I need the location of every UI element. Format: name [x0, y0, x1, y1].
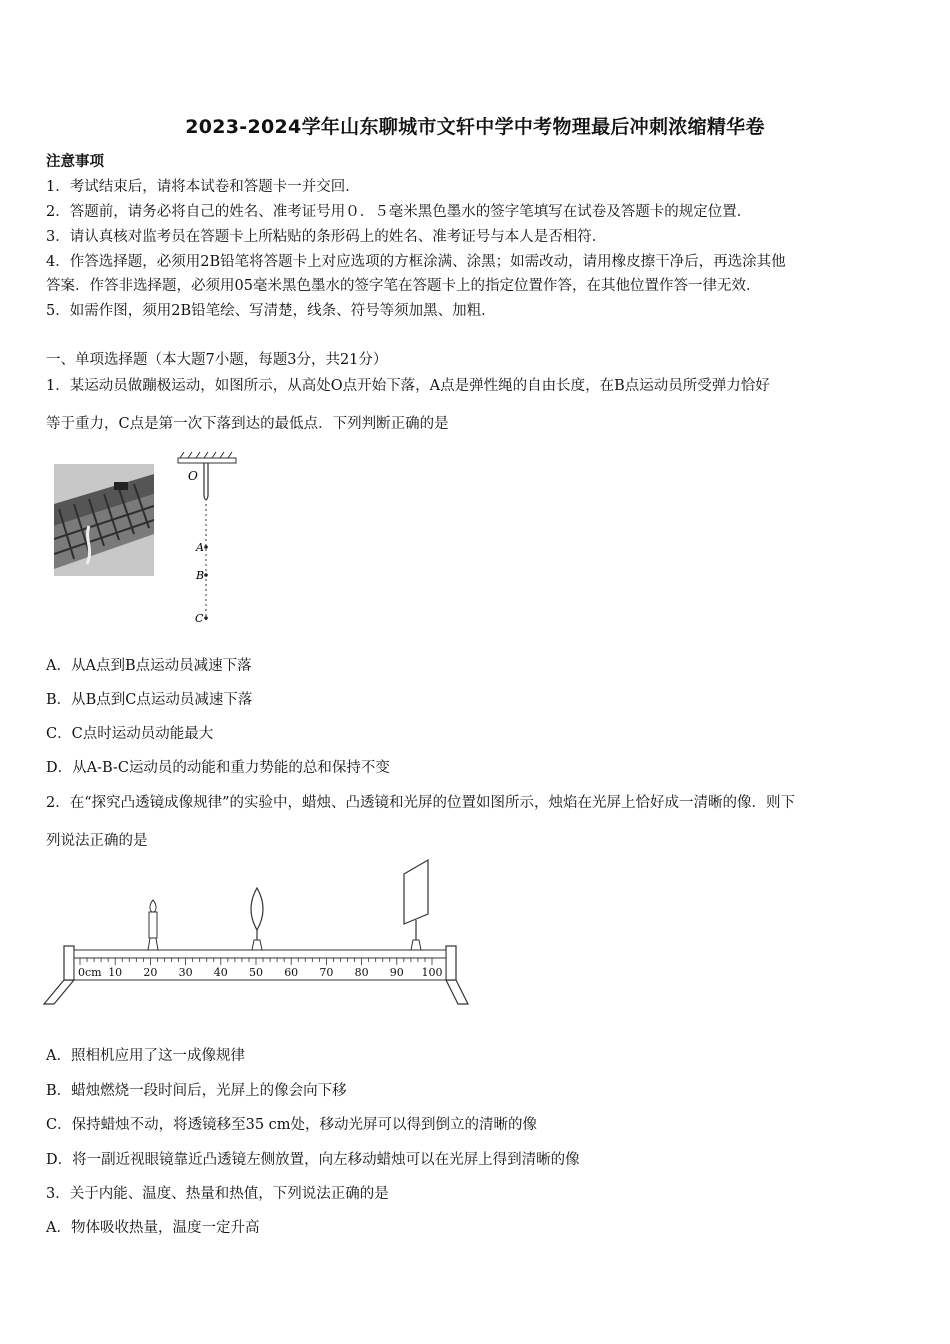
q2-stem-line2: 列说法正确的是 [46, 833, 148, 849]
q1-stem-line2: 等于重力，C点是第一次下落到达的最低点．下列判断正确的是 [46, 416, 449, 432]
bench-left-leg [44, 980, 74, 1004]
bungee-photo [54, 464, 154, 576]
convex-lens [251, 888, 263, 950]
q2-stem-line1: 2．在“探究凸透镜成像规律”的实验中，蜡烛、凸透镜和光屏的位置如图所示，烛焰在光屏上恰好成一清晰的像．则下 [46, 795, 796, 811]
ceiling [178, 458, 236, 463]
point-c [204, 616, 208, 620]
bench-rail-top [74, 950, 446, 958]
label-a: A [196, 541, 204, 554]
q1-option-b: B．从B点到C点运动员减速下落 [46, 692, 253, 708]
bench-right-leg [446, 980, 468, 1004]
point-a [204, 545, 208, 549]
page-title: 2023-2024学年山东聊城市文轩中学中考物理最后冲刺浓缩精华卷 [185, 116, 765, 138]
rope-loop [204, 463, 208, 500]
ruler-label: 60 [284, 966, 299, 979]
ruler-label: 100 [421, 966, 443, 979]
notice-item: 2．答题前，请务必将自己的姓名、准考证号用０．５毫米黑色墨水的签字笔填写在试卷及答题卡的规定位置． [46, 204, 752, 220]
q2-option-b: B．蜡烛燃烧一段时间后，光屏上的像会向下移 [46, 1083, 347, 1099]
ruler-label: 0cm [78, 966, 102, 979]
q3-stem: 3．关于内能、温度、热量和热值，下列说法正确的是 [46, 1186, 389, 1202]
optical-bench-diagram [40, 852, 475, 1012]
q2-option-d: D．将一副近视眼镜靠近凸透镜左侧放置，向左移动蜡烛可以在光屏上得到清晰的像 [46, 1152, 580, 1168]
ruler-label: 80 [354, 966, 369, 979]
candle [148, 900, 158, 950]
notice-item: 3．请认真核对监考员在答题卡上所粘贴的条形码上的姓名、准考证号与本人是否相符． [46, 229, 607, 245]
ruler-label: 10 [108, 966, 123, 979]
bench-right-post [446, 946, 456, 980]
notice-heading: 注意事项 [46, 153, 104, 170]
ruler-label: 40 [213, 966, 228, 979]
q3-option-a: A．物体吸收热量，温度一定升高 [46, 1220, 260, 1236]
ruler-label: 50 [249, 966, 263, 979]
label-o: O [188, 469, 198, 483]
q2-option-a: A．照相机应用了这一成像规律 [46, 1048, 245, 1064]
ruler-label: 20 [143, 966, 158, 979]
bungee-diagram [170, 452, 250, 627]
q2-option-c: C．保持蜡烛不动，将透镜移至35 cm处，移动光屏可以得到倒立的清晰的像 [46, 1117, 538, 1133]
ruler-label: 30 [178, 966, 193, 979]
point-b [204, 573, 208, 577]
notice-item: 1．考试结束后，请将本试卷和答题卡一并交回． [46, 179, 360, 195]
notice-item: 4．作答选择题，必须用2B铅笔将答题卡上对应选项的方框涂满、涂黑；如需改动，请用橡皮擦干净后，再选涂其他 [46, 254, 786, 270]
notice-item: 5．如需作图，须用2B铅笔绘、写清楚，线条、符号等须加黑、加粗． [46, 303, 496, 319]
bridge-illustration [54, 464, 154, 576]
ruler-label: 90 [389, 966, 404, 979]
q1-option-a: A．从A点到B点运动员减速下落 [46, 658, 252, 674]
q1-option-c: C．C点时运动员动能最大 [46, 726, 214, 742]
notice-item: 答案．作答非选择题，必须用05毫米黑色墨水的签字笔在答题卡上的指定位置作答，在其他位置作答一律无效． [46, 278, 761, 294]
bench-left-post [64, 946, 74, 980]
q1-stem-line1: 1．某运动员做蹦极运动，如图所示，从高处O点开始下落，A点是弹性绳的自由长度，在B点运动员所受弹力恰好 [46, 378, 770, 394]
label-b: B [196, 569, 205, 582]
label-c: C [195, 612, 204, 625]
section-heading: 一、单项选择题（本大题7小题，每题3分，共21分） [46, 352, 388, 368]
light-screen [404, 860, 428, 950]
ruler-label: 70 [319, 966, 334, 979]
q1-option-d: D．从A-B-C运动员的动能和重力势能的总和保持不变 [46, 760, 390, 776]
